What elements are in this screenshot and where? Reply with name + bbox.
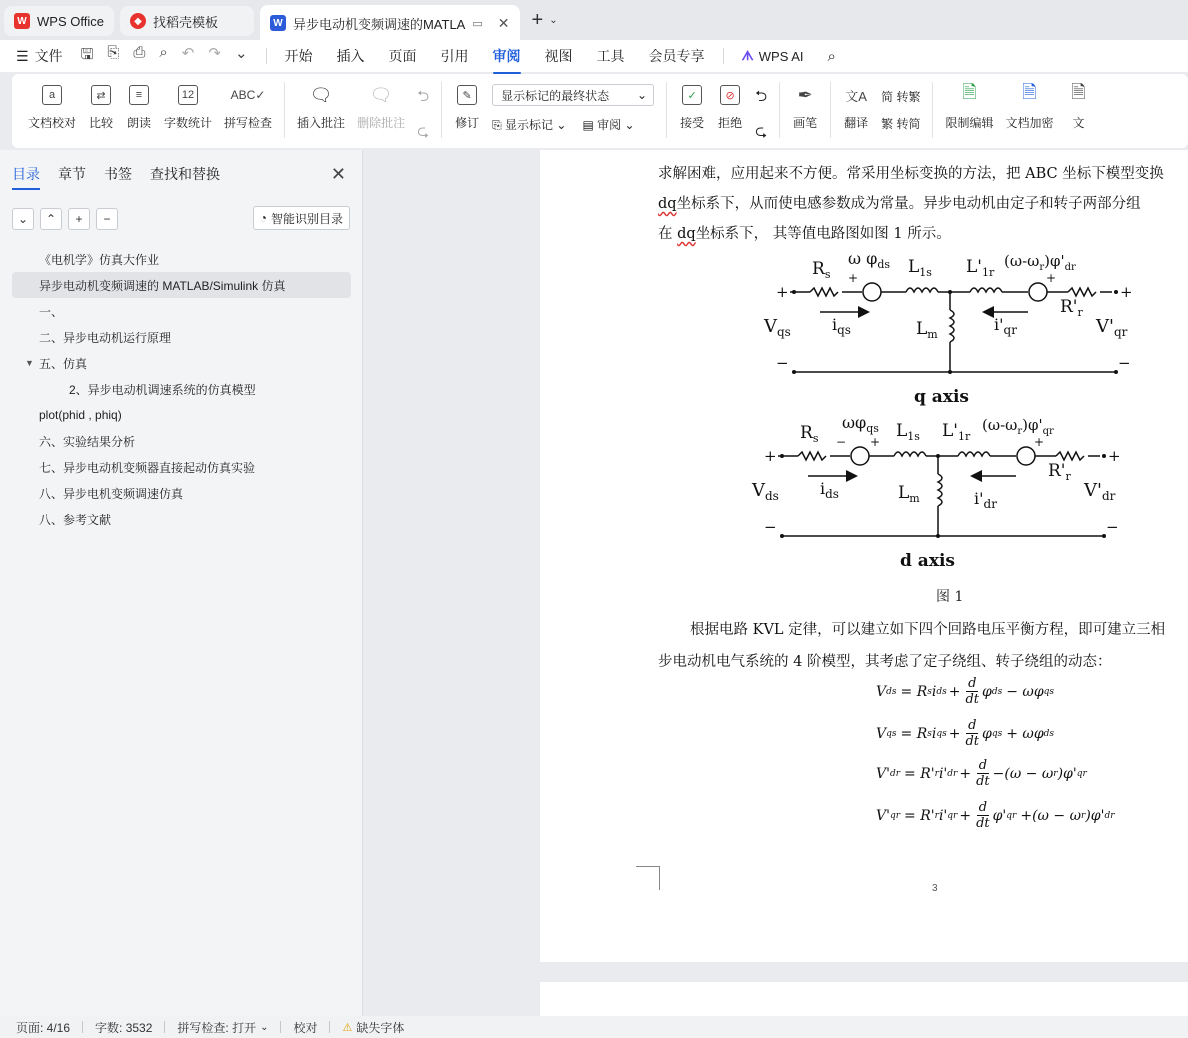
magnetizing-inductance-label: $L_m$ (898, 483, 920, 505)
markup-state-value: 显示标记的最终状态 (501, 88, 610, 103)
tab-template[interactable] (120, 6, 254, 36)
eq-plus: + (959, 765, 972, 782)
missing-font-label: 缺失字体 (356, 1020, 405, 1035)
spellcheck-toggle[interactable] (177, 1019, 268, 1036)
stator-source-label: $\omega\varphi_{qs}$ (842, 413, 879, 435)
previous-change-icon[interactable]: ⮌ (755, 88, 768, 105)
accept-button[interactable] (679, 82, 705, 131)
restrict-edit-icon: 🗎 (962, 82, 977, 102)
rotor-current-label: $i'_{qr}$ (994, 315, 1017, 337)
stator-resistance-label: $R_s$ (812, 259, 831, 281)
print-preview-icon[interactable]: ⌕ (159, 43, 168, 61)
q-axis-label: q axis (914, 387, 969, 407)
close-pane-icon[interactable]: ✕ (330, 164, 346, 184)
read-aloud-icon: ≡ (126, 82, 152, 108)
writer-logo-icon: W (270, 15, 286, 31)
spellcheck-icon: ABC✓ (230, 88, 266, 102)
eq-sub: qs (1043, 686, 1055, 697)
track-changes-label: 修订 (455, 116, 480, 130)
stator-voltage-label: $V_{ds}$ (752, 480, 779, 503)
eq-sub: qs (991, 728, 1003, 739)
nav-tab-find-replace[interactable]: 查找和替换 (150, 166, 220, 182)
toc-item-label: 2、异步电动机调速系统的仿真模型 (69, 382, 256, 397)
misspelled-word[interactable]: dq (658, 196, 677, 212)
to-simplified-button[interactable]: 繁 转简 (881, 117, 921, 131)
search-icon[interactable]: ⌕ (827, 47, 836, 65)
accept-label: 接受 (680, 116, 705, 130)
eq-sub: ds (936, 686, 947, 697)
toc-item-label: plot(phid , phiq) (39, 408, 122, 422)
word-count-icon: 12 (175, 82, 201, 108)
review-ribbon (12, 74, 1188, 148)
misspelled-word[interactable]: dq (677, 226, 696, 242)
expand-down-button[interactable]: ⌄ (12, 208, 34, 230)
more-chevron-icon[interactable]: ⌄ (234, 44, 248, 62)
spellcheck-status-label: 拼写检查: 打开 (177, 1020, 257, 1035)
pen-icon: ✒ (797, 84, 813, 105)
translate-icon: 文A (845, 88, 867, 104)
smart-toc-label: 智能识别目录 (270, 211, 343, 226)
nav-tab-chapters[interactable]: 章节 (58, 166, 86, 182)
file-menu[interactable] (0, 46, 75, 66)
eq-term: φ' (992, 807, 1007, 824)
body-text-line: 求解困难，应用起来不方便。常采用坐标变换的方法，把 ABC 坐标下模型变换 (658, 166, 1164, 182)
stator-leakage-label: $L_{1s}$ (908, 257, 932, 279)
menu-references[interactable]: 引用 (440, 48, 469, 64)
divider (666, 82, 667, 138)
missing-font-indicator[interactable] (342, 1019, 404, 1036)
eq-sub: qr (1076, 768, 1087, 779)
page-number: 3 (932, 883, 938, 894)
eq-term: )φ' (1057, 765, 1077, 782)
d-axis-label: d axis (900, 551, 955, 571)
eq-num: d (978, 758, 988, 773)
markup-state-select[interactable] (492, 84, 654, 106)
rotor-resistance-label: $R'_r$ (1048, 461, 1071, 483)
page-indicator[interactable]: 页面: 4/16 (16, 1020, 71, 1035)
rotor-source-label: $(\omega-\omega_r)\varphi'_{dr}$ (1004, 252, 1076, 273)
current-arrow-icon (846, 470, 858, 482)
monitor-icon: ▭ (472, 17, 483, 30)
plus-icon: + (531, 8, 544, 31)
rotor-voltage-label: $V'_{qr}$ (1096, 316, 1128, 339)
eq-sub: ds (1043, 728, 1055, 739)
file-menu-label: 文件 (34, 48, 63, 64)
print-icon[interactable]: ⎙ (133, 43, 146, 61)
restrict-edit-button[interactable] (945, 82, 993, 131)
margin-corner-mark (636, 866, 660, 890)
eq-sub: qs (886, 728, 897, 739)
hamburger-icon: ☰ (16, 47, 29, 64)
rotor-resistance-label: $R'_r$ (1060, 297, 1083, 319)
eq-term: )φ' (1085, 807, 1105, 824)
divider (329, 1021, 330, 1033)
eq-term: V' (876, 765, 890, 782)
accept-icon: ✓ (679, 82, 705, 108)
toc-item[interactable] (12, 324, 351, 350)
wps-ai-label: WPS AI (758, 48, 804, 64)
derivative (976, 758, 990, 789)
compare-button[interactable] (88, 82, 114, 131)
circuit-plus-label: + (776, 283, 789, 301)
divider (830, 82, 831, 138)
insert-comment-button[interactable] (297, 82, 345, 131)
pen-button[interactable] (792, 82, 818, 131)
pen-label: 画笔 (793, 116, 818, 130)
chevron-down-icon: ⌄ (637, 88, 648, 102)
circuit-plus-label: + (764, 447, 777, 465)
spellcheck-button[interactable] (224, 82, 272, 131)
track-changes-button[interactable] (454, 82, 480, 131)
rotor-current-label: $i'_{dr}$ (974, 489, 997, 511)
derivative (965, 718, 979, 749)
word-count-indicator[interactable]: 字数: 3532 (95, 1020, 153, 1035)
menu-member[interactable]: 会员专享 (648, 48, 705, 64)
document-page[interactable] (540, 150, 1188, 962)
delete-comment-icon: 🗨 (369, 84, 393, 105)
track-changes-icon: ✎ (454, 82, 480, 108)
eq-term: − ωφ (1006, 683, 1044, 700)
redo-icon[interactable]: ↷ (208, 44, 221, 62)
nav-tab-toc[interactable]: 目录 (12, 164, 40, 190)
markup-row (492, 116, 654, 133)
circuit-minus-label: − (1118, 354, 1131, 372)
stator-resistance-label: $R_s$ (800, 423, 819, 445)
eq-sub: s (927, 686, 932, 697)
eq-sub: qr (1006, 810, 1017, 821)
reject-icon: ⊘ (717, 82, 743, 108)
toc-item[interactable] (12, 376, 351, 402)
add-heading-button[interactable]: + (68, 208, 90, 230)
toc-item[interactable] (12, 480, 351, 506)
toc-list (12, 246, 351, 532)
text-span: 坐标系下，从而使电感参数成为常量。异步电动机由定子和转子两部分组 (676, 196, 1141, 212)
eq-sub: ds (991, 686, 1003, 697)
compare-icon: ⇄ (88, 82, 114, 108)
spellcheck-label: 拼写检查 (224, 116, 273, 130)
eq-term: φ (982, 683, 992, 700)
eq-num: d (968, 718, 977, 733)
text-span: 在 (658, 226, 678, 242)
wps-ai-button[interactable] (730, 48, 816, 64)
docer-logo-icon: ◆ (130, 13, 146, 29)
proofread-label: 文档校对 (28, 116, 77, 130)
delete-comment-label: 删除批注 (357, 116, 406, 130)
eq-term: i (931, 683, 937, 700)
insert-comment-label: 插入批注 (297, 116, 346, 130)
eq-plus: + (948, 683, 961, 700)
eq-term: φ (982, 725, 992, 742)
close-tab-icon[interactable]: ✕ (497, 14, 510, 31)
compare-label: 比较 (89, 116, 114, 130)
new-tab-button[interactable] (532, 9, 558, 32)
next-comment-icon[interactable]: ⮎ (417, 123, 430, 140)
source-plus-label: + (1034, 435, 1045, 449)
toc-item[interactable] (12, 402, 351, 428)
translate-label: 翻译 (844, 116, 869, 130)
stator-source-label: ω $\varphi_{ds}$ (848, 249, 891, 271)
divider (779, 82, 780, 138)
divider (82, 1021, 83, 1033)
delete-comment-button[interactable] (357, 82, 405, 131)
change-nav-group (755, 86, 767, 146)
eq-sub: qr (889, 810, 901, 821)
tab-label: 异步电动机变频调速的MATLA (292, 16, 466, 32)
menu-review[interactable]: 审阅 (481, 46, 533, 66)
review-pane-button[interactable]: ▤ 审阅 ⌄ (582, 118, 635, 132)
toc-item-label: 五、仿真 (39, 356, 88, 371)
word-count-button[interactable] (164, 82, 212, 131)
quick-access-toolbar (75, 44, 260, 69)
toc-item-label: 二、异步电动机运行原理 (39, 330, 172, 345)
to-traditional-button[interactable]: 简 转繁 (881, 90, 921, 104)
translate-button[interactable] (843, 82, 869, 131)
toc-item[interactable] (12, 246, 351, 272)
eq-term: i' (938, 765, 948, 782)
eq-sub: r (1081, 810, 1086, 821)
rotor-leakage-label: $L'_{1r}$ (966, 257, 995, 279)
encrypt-label: 文档加密 (1005, 116, 1054, 130)
encrypt-button[interactable] (1005, 82, 1053, 131)
save-icon[interactable]: 🖫 (80, 45, 94, 63)
nav-tabs (0, 150, 362, 190)
read-aloud-label: 朗读 (127, 116, 152, 130)
eq-term: = R' (904, 807, 935, 824)
text-span: 坐标系下， 其等值电路图如图 1 所示。 (695, 226, 951, 242)
eq-num: d (978, 800, 988, 815)
tab-label: 找稻壳模板 (152, 14, 218, 30)
body-text-line: 步电动机电气系统的 4 阶模型，其考虑了定子绕组、转子绕组的动态： (658, 654, 1112, 670)
eq-term: V (876, 683, 887, 700)
eq-term: V (876, 725, 887, 742)
toc-item[interactable] (12, 454, 351, 480)
stator-leakage-label: $L_{1s}$ (896, 421, 920, 443)
eq-den: dt (965, 734, 980, 749)
current-arrow-icon (982, 306, 994, 318)
menu-page[interactable]: 页面 (388, 48, 417, 64)
eq-num: d (968, 676, 977, 691)
derivative (976, 800, 990, 831)
divider (723, 48, 724, 64)
toc-item-label: 异步电动机变频调速的 MATLAB/Simulink 仿真 (39, 278, 286, 293)
circuit-plus-label: + (1108, 447, 1121, 465)
eq-sub: dr (1104, 810, 1115, 821)
circuit-minus-label: − (764, 518, 777, 536)
magnetizing-inductance-label: $L_m$ (916, 319, 938, 341)
status-bar (0, 1016, 1188, 1038)
eq-sub: r (934, 768, 939, 779)
show-markup-button[interactable]: ⎘ 显示标记 ⌄ (492, 118, 567, 132)
d-axis-markers (751, 413, 1121, 571)
source-plus-label: + (848, 271, 859, 285)
rotor-leakage-label: $L'_{1r}$ (942, 421, 971, 443)
toc-item-label: 一、 (39, 304, 64, 319)
equation-vdr (876, 758, 1087, 789)
smart-recognize-icon: ◔ (259, 211, 267, 225)
circuit-plus-label: + (1120, 283, 1133, 301)
divider (441, 82, 442, 138)
eq-term: = R' (904, 765, 935, 782)
wps-logo-icon: W (14, 13, 30, 29)
nav-tab-bookmarks[interactable]: 书签 (104, 166, 132, 182)
tab-bar (0, 0, 1188, 40)
menu-home[interactable]: 开始 (284, 48, 313, 64)
smart-toc-button[interactable] (253, 206, 350, 230)
show-markup-label: 显示标记 (505, 118, 554, 132)
eq-term: i (931, 725, 937, 742)
toc-item[interactable] (12, 506, 351, 532)
stator-current-label: $i_{ds}$ (820, 479, 839, 501)
derivative (965, 676, 979, 707)
doc-more-button[interactable] (1065, 82, 1091, 131)
reject-button[interactable] (717, 82, 743, 131)
equivalent-circuit-figure (750, 246, 1140, 576)
equation-vqs (876, 718, 1054, 749)
eq-term: −(ω − ω (992, 765, 1054, 782)
source-plus-label: + (1046, 271, 1057, 285)
divider (284, 82, 285, 138)
eq-term: = R (900, 725, 928, 742)
menu-view[interactable]: 视图 (544, 48, 573, 64)
doc-more-label: 文 (1072, 116, 1085, 130)
equation-vds (876, 676, 1054, 707)
document-icon: 🗎 (1071, 82, 1086, 102)
eq-term: +(ω − ω (1020, 807, 1082, 824)
tab-label: WPS Office (37, 13, 104, 29)
next-document-page[interactable] (540, 982, 1188, 1016)
read-aloud-button[interactable] (126, 82, 152, 131)
chevron-down-icon: ⌄ (260, 1021, 269, 1033)
divider (266, 48, 267, 64)
eq-sub: qs (936, 728, 947, 739)
insert-comment-icon: 🗨 (309, 84, 333, 105)
current-arrow-icon (970, 470, 982, 482)
eq-sub: r (1053, 768, 1058, 779)
comment-nav-group (417, 86, 429, 146)
word-count-label: 字数统计 (164, 116, 213, 130)
reject-label: 拒绝 (718, 116, 743, 130)
warning-icon: ⚠ (342, 1021, 353, 1034)
menu-tools[interactable]: 工具 (596, 48, 625, 64)
share-icon[interactable]: ⎘ (107, 43, 120, 61)
divider (280, 1021, 281, 1033)
toc-item[interactable] (12, 272, 351, 298)
tab-document[interactable] (260, 5, 520, 41)
markup-group (492, 84, 654, 133)
caret-down-icon[interactable]: ▼ (25, 358, 34, 368)
body-text-line (658, 222, 951, 243)
convert-group (881, 88, 920, 132)
eq-sub: ds (886, 686, 897, 697)
tab-wps-office[interactable] (4, 6, 114, 36)
toc-item[interactable] (12, 350, 351, 376)
encrypt-icon: 🗎 (1022, 82, 1037, 102)
eq-sub: dr (947, 768, 958, 779)
toc-item-label: 六、实验结果分析 (39, 434, 136, 449)
rotor-voltage-label: $V'_{dr}$ (1084, 480, 1116, 503)
eq-term: = R (900, 683, 928, 700)
eq-sub: dr (889, 768, 901, 779)
remove-heading-button[interactable]: − (96, 208, 118, 230)
current-arrow-icon (858, 306, 870, 318)
divider (932, 82, 933, 138)
eq-den: dt (965, 692, 980, 707)
circuit-minus-label: − (1106, 518, 1119, 536)
circuit-minus-label: − (776, 354, 789, 372)
equation-vqr (876, 800, 1115, 831)
source-minus-label: − (836, 435, 847, 449)
menu-insert[interactable]: 插入 (336, 48, 365, 64)
proofread-button[interactable] (28, 82, 76, 131)
toc-item[interactable] (12, 298, 351, 324)
eq-den: dt (976, 774, 990, 789)
stator-voltage-label: $V_{qs}$ (764, 316, 791, 339)
stator-current-label: $i_{qs}$ (832, 315, 851, 337)
eq-sub: qr (947, 810, 958, 821)
review-pane-label: 审阅 (597, 118, 622, 132)
next-change-icon[interactable]: ⮎ (755, 123, 768, 140)
eq-sub: s (927, 728, 932, 739)
menu-bar (0, 40, 1188, 72)
navigation-pane (0, 150, 363, 1016)
eq-term: i' (938, 807, 948, 824)
eq-plus: + (948, 725, 961, 742)
wps-ai-icon: ᗑ (741, 48, 754, 63)
toc-item-label: 八、异步电机变频调速仿真 (39, 486, 184, 501)
chevron-down-icon: ⌄ (549, 14, 558, 26)
eq-plus: + (959, 807, 972, 824)
proofread-icon: a (39, 82, 65, 108)
toc-item[interactable] (12, 428, 351, 454)
collapse-up-button[interactable]: ⌃ (40, 208, 62, 230)
source-plus-label: + (870, 435, 881, 449)
body-text-line: 根据电路 KVL 定律，可以建立如下四个回路电压平衡方程，即可建立三相 (690, 622, 1166, 638)
toc-item-label: 七、异步电动机变频器直接起动仿真实验 (39, 460, 256, 475)
restrict-edit-label: 限制编辑 (945, 116, 994, 130)
eq-term: V' (876, 807, 890, 824)
body-text-line (658, 192, 1141, 213)
document-canvas[interactable] (364, 150, 1188, 1016)
toc-item-label: 《电机学》仿真大作业 (39, 252, 160, 267)
eq-sub: r (934, 810, 939, 821)
eq-den: dt (976, 816, 990, 831)
previous-comment-icon[interactable]: ⮌ (417, 88, 430, 105)
toc-item-label: 八、参考文献 (39, 512, 112, 527)
eq-term: + ωφ (1006, 725, 1044, 742)
proofread-indicator[interactable]: 校对 (293, 1020, 318, 1035)
rotor-source-label: $(\omega-\omega_r)\varphi'_{qr}$ (982, 416, 1054, 437)
undo-icon[interactable]: ↶ (181, 44, 195, 62)
divider (164, 1021, 165, 1033)
figure-caption: 图 1 (936, 589, 964, 605)
